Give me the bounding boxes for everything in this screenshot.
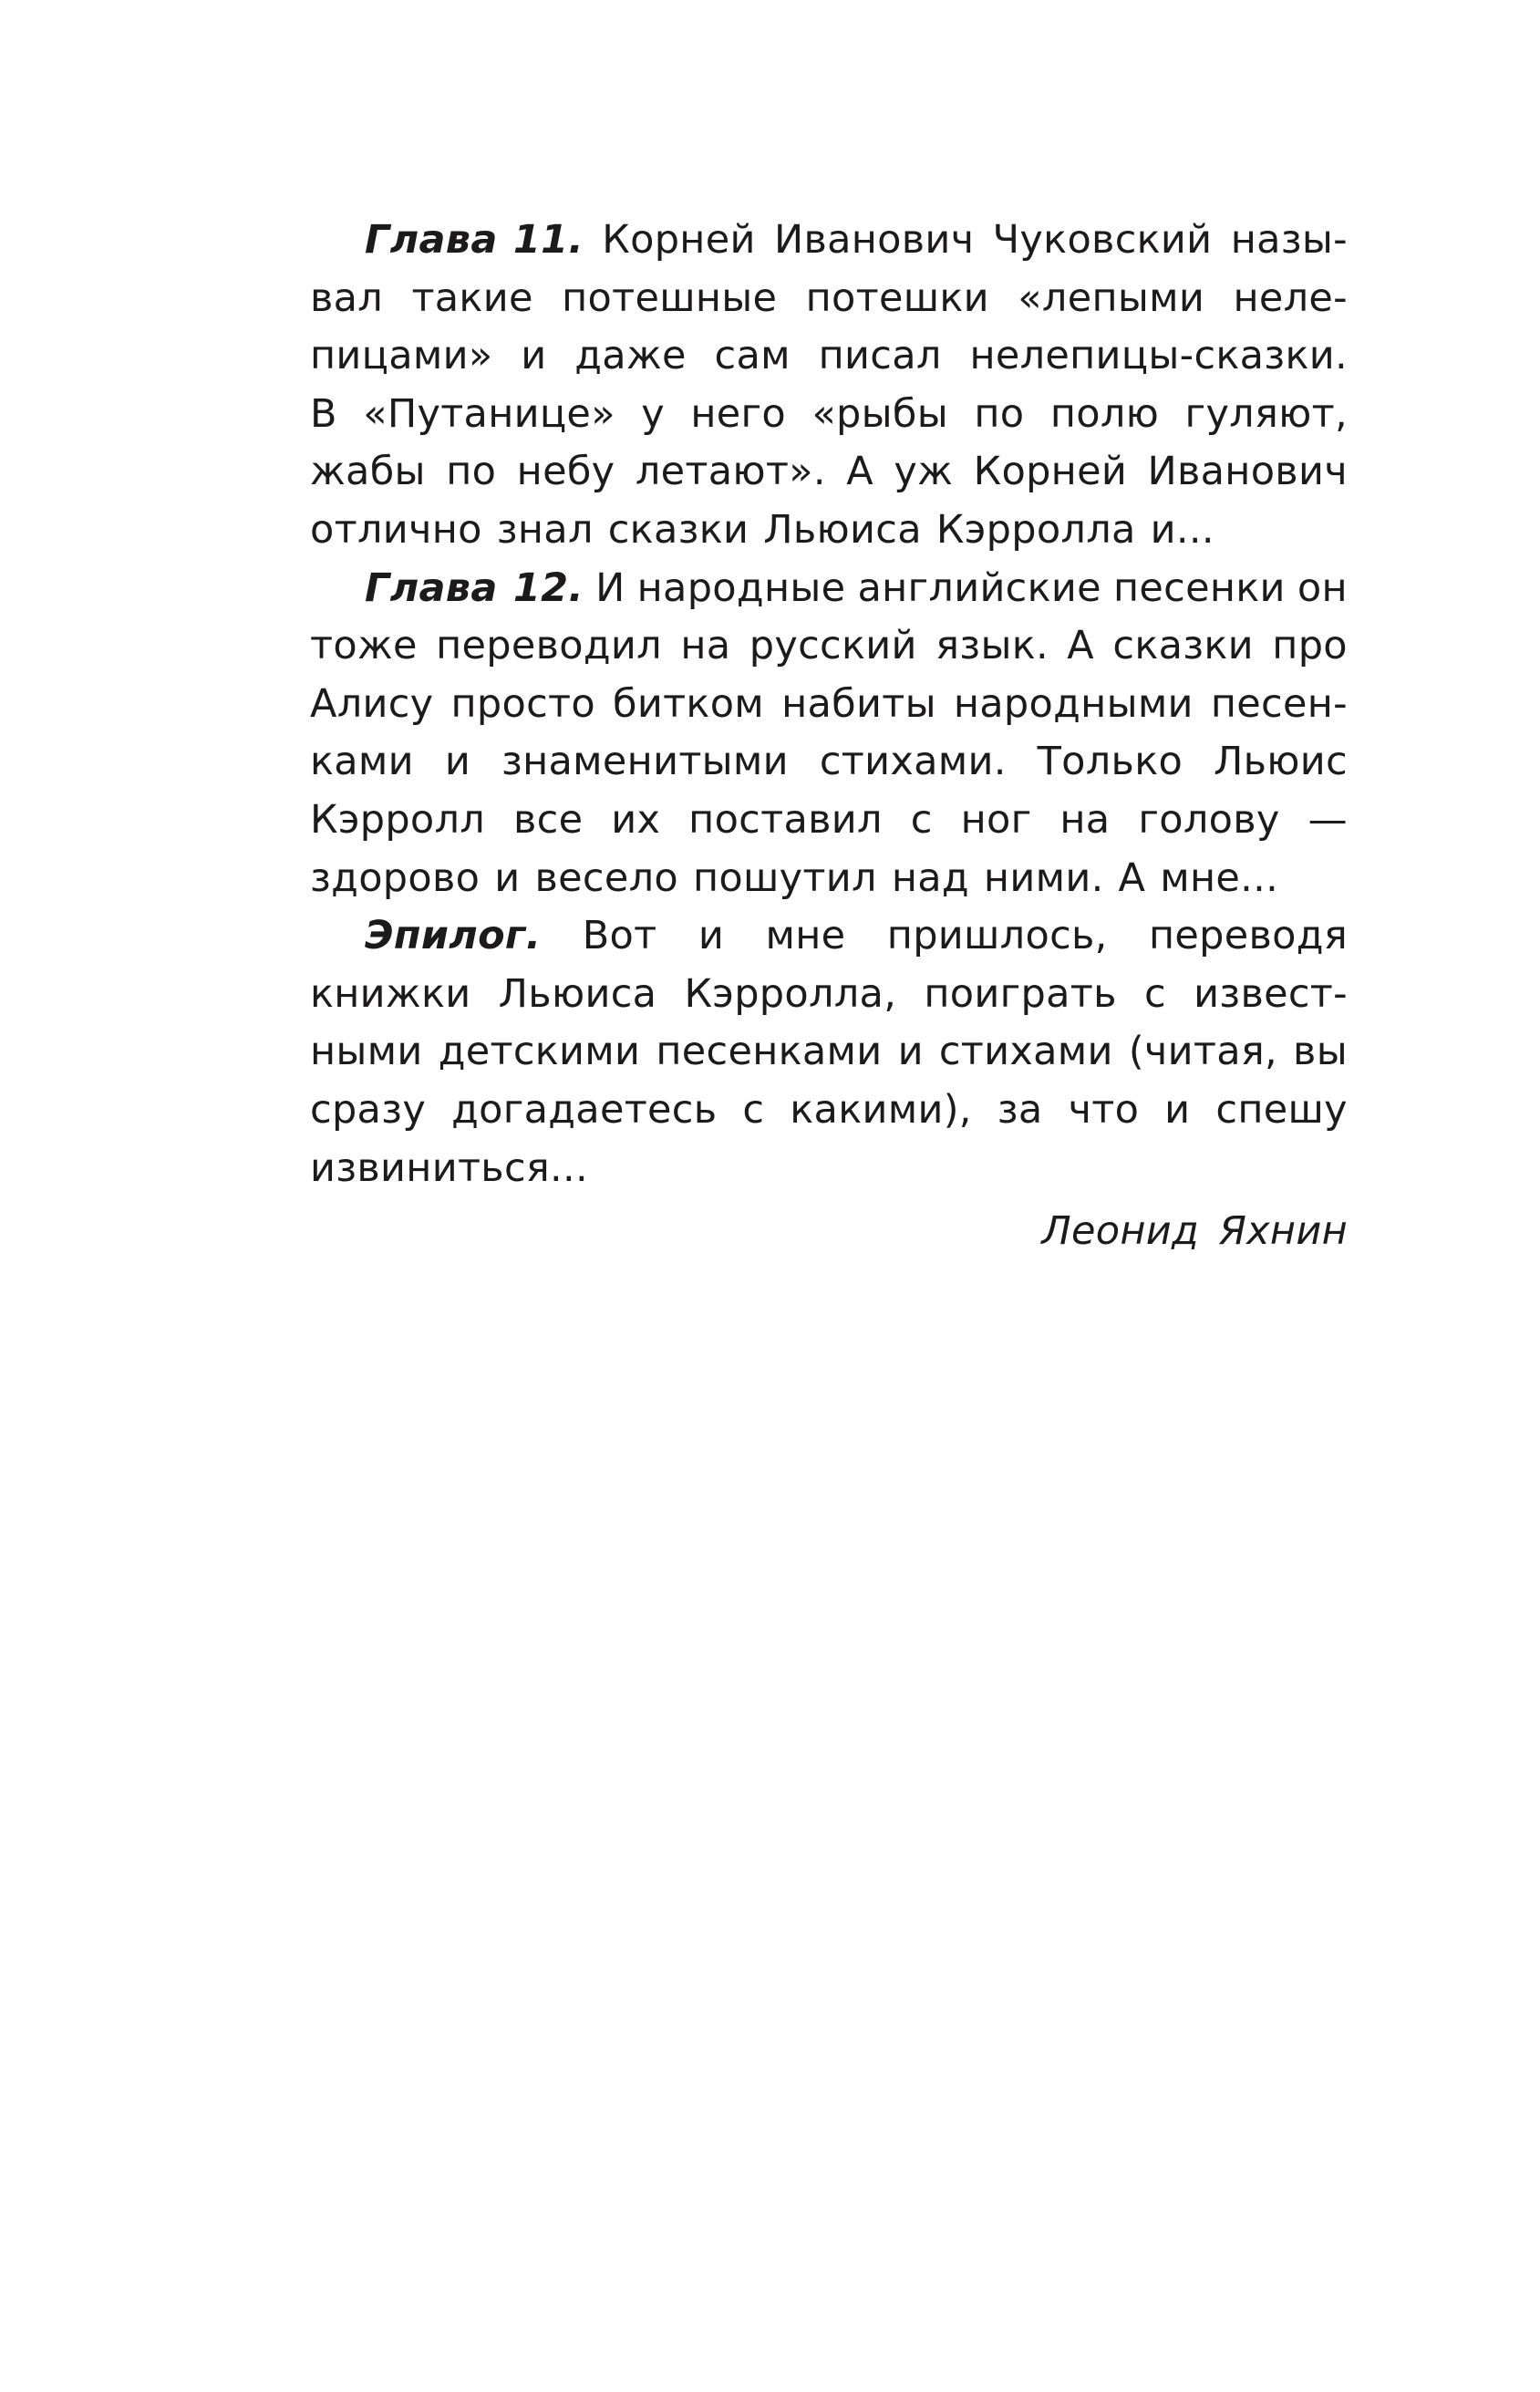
text-line bbox=[310, 502, 1348, 560]
word: все bbox=[513, 796, 584, 843]
word: вал bbox=[310, 274, 384, 321]
word: и bbox=[1164, 1086, 1191, 1133]
word: сам bbox=[714, 333, 791, 379]
author-signature bbox=[310, 1203, 1348, 1261]
word: просто bbox=[450, 680, 595, 727]
word: здорово bbox=[310, 854, 481, 901]
word: русский bbox=[749, 623, 917, 669]
word: на bbox=[1059, 796, 1111, 843]
word: переводя bbox=[1149, 913, 1348, 959]
word: гуляют, bbox=[1184, 390, 1348, 437]
word: мне bbox=[765, 913, 846, 959]
word: сказки bbox=[607, 506, 749, 553]
word: ками bbox=[310, 739, 414, 785]
text-line bbox=[310, 327, 1348, 386]
word: И bbox=[595, 564, 625, 611]
text-line bbox=[310, 966, 1348, 1024]
word: весело bbox=[534, 854, 679, 901]
word: пошутил bbox=[693, 854, 877, 901]
chapter-lead: Глава 12. bbox=[365, 564, 584, 611]
word: сказки bbox=[1112, 623, 1254, 669]
word: битком bbox=[613, 680, 765, 727]
word: (читая, bbox=[1128, 1029, 1277, 1075]
word: нелепицы-сказки. bbox=[969, 333, 1348, 379]
word: извест- bbox=[1194, 970, 1348, 1017]
text-line bbox=[310, 386, 1348, 444]
word: голову bbox=[1138, 796, 1280, 843]
word: писал bbox=[818, 333, 942, 379]
word: догадаетесь bbox=[451, 1086, 718, 1133]
afterword-text bbox=[310, 212, 1348, 1261]
word: на bbox=[680, 623, 731, 669]
author-name: Леонид Яхнин bbox=[1041, 1208, 1348, 1255]
word: Иванович bbox=[774, 217, 975, 263]
word: потешные bbox=[562, 274, 778, 321]
word: Чуковский bbox=[992, 217, 1213, 263]
text-line bbox=[310, 733, 1348, 792]
word: Льюиса bbox=[498, 970, 657, 1017]
word: народными bbox=[953, 680, 1194, 727]
word: по bbox=[446, 449, 497, 495]
text-line bbox=[310, 850, 1348, 908]
word: поставил bbox=[688, 796, 883, 843]
word: стихами bbox=[938, 1029, 1113, 1075]
word: извиниться... bbox=[310, 1144, 588, 1191]
word: сразу bbox=[310, 1086, 427, 1133]
word: с bbox=[742, 1086, 765, 1133]
word: Иванович bbox=[1147, 449, 1348, 495]
paragraph-epilogue bbox=[310, 907, 1348, 1197]
word: ными bbox=[310, 1029, 423, 1075]
word: знал bbox=[496, 506, 594, 553]
word: уж bbox=[894, 449, 954, 495]
word: над bbox=[891, 854, 969, 901]
word: книжки bbox=[310, 970, 471, 1017]
word: «рыбы bbox=[811, 390, 948, 437]
word: Кэрролла, bbox=[684, 970, 897, 1017]
text-line bbox=[310, 617, 1348, 676]
word: переводил bbox=[436, 623, 662, 669]
word: даже bbox=[574, 333, 687, 379]
word: мне... bbox=[1160, 854, 1279, 901]
word: Алису bbox=[310, 680, 434, 727]
word: и... bbox=[1150, 506, 1214, 553]
word: по bbox=[974, 390, 1025, 437]
text-line bbox=[310, 212, 1348, 270]
text-line bbox=[310, 1082, 1348, 1140]
word: и bbox=[521, 333, 547, 379]
word: А bbox=[1118, 854, 1146, 901]
word: стихами. bbox=[819, 739, 1007, 785]
word: тоже bbox=[310, 623, 418, 669]
paragraph-chapter-11 bbox=[310, 212, 1348, 560]
word: пришлось, bbox=[886, 913, 1108, 959]
word: песенками bbox=[656, 1029, 883, 1075]
word: летают». bbox=[635, 449, 826, 495]
word: Корней bbox=[602, 217, 756, 263]
word: отлично bbox=[310, 506, 482, 553]
word: за bbox=[997, 1086, 1043, 1133]
word: неле- bbox=[1233, 274, 1348, 321]
word: и bbox=[698, 913, 725, 959]
word: что bbox=[1068, 1086, 1140, 1133]
word: песенки bbox=[1113, 564, 1286, 611]
paragraph-chapter-12 bbox=[310, 560, 1348, 908]
word: спешу bbox=[1215, 1086, 1348, 1133]
word: детскими bbox=[438, 1029, 641, 1075]
word: и bbox=[494, 854, 521, 901]
word: у bbox=[641, 390, 665, 437]
word: Льюис bbox=[1213, 739, 1348, 785]
word: Кэрролл bbox=[310, 796, 486, 843]
text-line bbox=[310, 443, 1348, 502]
text-line bbox=[310, 560, 1348, 618]
chapter-lead: Эпилог. bbox=[365, 913, 542, 959]
word: Вот bbox=[582, 913, 657, 959]
word: небу bbox=[516, 449, 615, 495]
word: полю bbox=[1049, 390, 1160, 437]
word: Льюиса bbox=[763, 506, 922, 553]
word: назы- bbox=[1230, 217, 1348, 263]
word: ними. bbox=[983, 854, 1104, 901]
word: жабы bbox=[310, 449, 426, 495]
text-line bbox=[310, 676, 1348, 734]
word: В bbox=[310, 390, 337, 437]
word: с bbox=[1143, 970, 1166, 1017]
word: ног bbox=[960, 796, 1032, 843]
word: набиты bbox=[781, 680, 936, 727]
word: «Путанице» bbox=[363, 390, 615, 437]
word: А bbox=[1067, 623, 1095, 669]
word: А bbox=[846, 449, 873, 495]
word: он bbox=[1297, 564, 1348, 611]
word: поиграть bbox=[924, 970, 1117, 1017]
word: потешки bbox=[805, 274, 989, 321]
word: их bbox=[611, 796, 661, 843]
text-line bbox=[310, 1140, 1348, 1198]
word: такие bbox=[411, 274, 533, 321]
word: него bbox=[690, 390, 787, 437]
word: народные bbox=[636, 564, 846, 611]
text-line bbox=[310, 792, 1348, 850]
word: Корней bbox=[973, 449, 1128, 495]
word: Только bbox=[1037, 739, 1183, 785]
word: — bbox=[1307, 796, 1348, 843]
text-line bbox=[310, 270, 1348, 328]
word: про bbox=[1272, 623, 1348, 669]
word: пицами» bbox=[310, 333, 493, 379]
text-line bbox=[310, 907, 1348, 966]
word: вы bbox=[1293, 1029, 1348, 1075]
chapter-lead: Глава 11. bbox=[365, 217, 584, 263]
word: песен- bbox=[1210, 680, 1348, 727]
text-line bbox=[310, 1023, 1348, 1082]
word: Кэрролла bbox=[935, 506, 1136, 553]
word: английские bbox=[857, 564, 1101, 611]
word: и bbox=[897, 1029, 924, 1075]
word: с bbox=[910, 796, 933, 843]
word: «лепыми bbox=[1018, 274, 1205, 321]
word: знаменитыми bbox=[501, 739, 789, 785]
word: и bbox=[444, 739, 471, 785]
word: язык. bbox=[935, 623, 1049, 669]
word: какими), bbox=[790, 1086, 972, 1133]
